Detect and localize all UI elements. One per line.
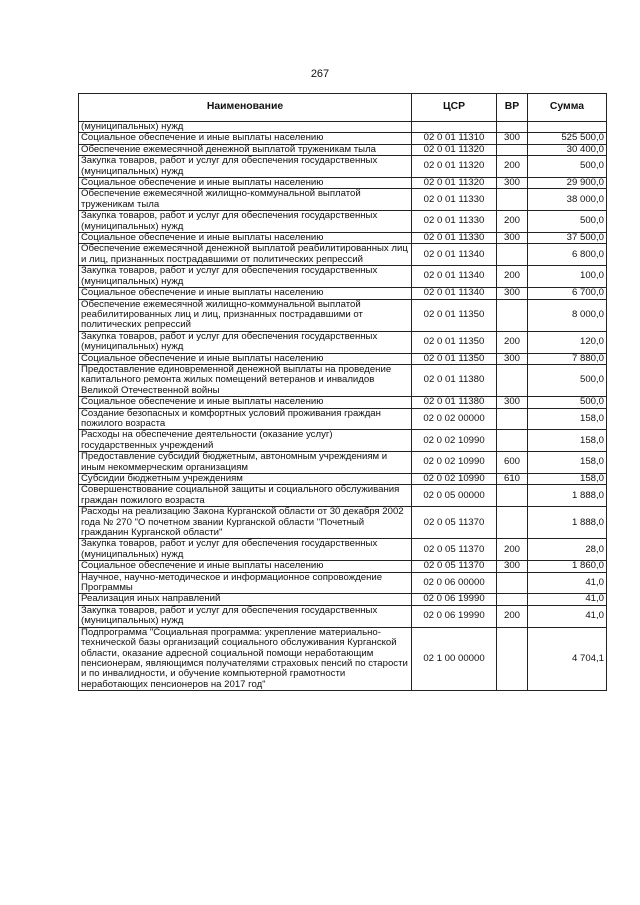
cell-vr [497,430,528,452]
cell-vr: 200 [497,211,528,233]
cell-vr: 600 [497,452,528,474]
cell-csr: 02 0 02 10990 [412,430,497,452]
table-row [79,408,607,430]
table-row [79,364,607,396]
cell-name: Закупка товаров, работ и услуг для обеспечения государственных (муниципальных) нужд [79,539,412,561]
cell-csr: 02 0 01 11350 [412,331,497,353]
cell-name: (муниципальных) нужд [79,122,412,133]
cell-csr: 02 0 02 00000 [412,408,497,430]
cell-sum: 41,0 [528,605,607,627]
cell-csr: 02 0 06 19990 [412,594,497,605]
table-row [79,244,607,266]
table-row [79,156,607,178]
page-number: 267 [310,68,330,80]
cell-name: Закупка товаров, работ и услуг для обеспечения государственных (муниципальных) нужд [79,331,412,353]
cell-name: Социальное обеспечение и иные выплаты населению [79,233,412,244]
cell-vr [497,244,528,266]
cell-name: Предоставление единовременной денежной выплаты на проведение капитального ремонта жилых помещений ветеранов и инвалидов Великой Отечественной войны [79,364,412,396]
cell-sum: 28,0 [528,539,607,561]
cell-name: Подпрограмма "Социальная программа: укрепление материально-технической базы организаций социального обслуживания Курганской области, оказание адресной социальной помощи неработающим пенсионерам, являющимся получателями страховых пенсий по старости и по инвалидности, и обучение компьютерной грамотности неработающих пенсионеров на 2017 год" [79,627,412,690]
cell-name: Создание безопасных и комфортных условий проживания граждан пожилого возраста [79,408,412,430]
cell-csr: 02 0 02 10990 [412,474,497,485]
cell-csr: 02 0 01 11320 [412,156,497,178]
cell-sum: 120,0 [528,331,607,353]
cell-sum: 1 888,0 [528,507,607,539]
cell-vr: 300 [497,288,528,299]
table-row [79,485,607,507]
table-row [79,430,607,452]
cell-sum: 37 500,0 [528,233,607,244]
cell-sum: 500,0 [528,397,607,408]
cell-name: Социальное обеспечение и иные выплаты населению [79,288,412,299]
table-row [79,211,607,233]
cell-vr [497,485,528,507]
cell-csr: 02 0 05 11370 [412,507,497,539]
cell-csr: 02 0 01 11330 [412,233,497,244]
table-header-row [79,94,607,122]
cell-sum: 158,0 [528,452,607,474]
cell-name: Социальное обеспечение и иные выплаты населению [79,178,412,189]
cell-sum: 8 000,0 [528,299,607,331]
table-row [79,474,607,485]
cell-vr: 300 [497,561,528,572]
table-row [79,122,607,133]
cell-sum: 1 860,0 [528,561,607,572]
cell-name: Реализация иных направлений [79,594,412,605]
cell-sum: 41,0 [528,572,607,594]
cell-vr [497,144,528,155]
cell-csr: 02 0 01 11340 [412,266,497,288]
cell-sum: 100,0 [528,266,607,288]
table-row [79,605,607,627]
cell-csr: 02 0 05 11370 [412,561,497,572]
table-body [79,122,607,691]
table-row [79,299,607,331]
cell-csr: 02 0 01 11330 [412,189,497,211]
cell-sum: 158,0 [528,430,607,452]
cell-vr: 200 [497,266,528,288]
cell-sum: 500,0 [528,211,607,233]
cell-csr: 02 1 00 00000 [412,627,497,690]
table-row [79,539,607,561]
cell-name: Закупка товаров, работ и услуг для обеспечения государственных (муниципальных) нужд [79,605,412,627]
table-row [79,189,607,211]
cell-name: Социальное обеспечение и иные выплаты населению [79,397,412,408]
table-row [79,144,607,155]
cell-name: Обеспечение ежемесячной денежной выплатой труженикам тыла [79,144,412,155]
cell-sum: 1 888,0 [528,485,607,507]
cell-csr: 02 0 01 11380 [412,397,497,408]
cell-vr: 200 [497,331,528,353]
header-csr: ЦСР [412,94,497,122]
cell-vr: 300 [497,178,528,189]
table-row [79,353,607,364]
cell-name: Научное, научно-методическое и информационное сопровождение Программы [79,572,412,594]
cell-vr: 300 [497,133,528,144]
cell-sum: 158,0 [528,474,607,485]
cell-sum: 38 000,0 [528,189,607,211]
cell-name: Социальное обеспечение и иные выплаты населению [79,353,412,364]
cell-csr: 02 0 05 00000 [412,485,497,507]
cell-csr: 02 0 01 11330 [412,211,497,233]
cell-sum: 158,0 [528,408,607,430]
cell-sum [528,122,607,133]
cell-vr: 200 [497,539,528,561]
cell-vr [497,408,528,430]
cell-vr [497,122,528,133]
table-row [79,397,607,408]
cell-csr: 02 0 01 11310 [412,133,497,144]
cell-csr: 02 0 01 11380 [412,364,497,396]
cell-vr: 300 [497,353,528,364]
cell-name: Обеспечение ежемесячной жилищно-коммунальной выплатой труженикам тыла [79,189,412,211]
budget-table [78,93,607,691]
cell-sum: 525 500,0 [528,133,607,144]
cell-sum: 500,0 [528,364,607,396]
cell-csr: 02 0 01 11350 [412,353,497,364]
cell-name: Расходы на обеспечение деятельности (оказание услуг) государственных учреждений [79,430,412,452]
cell-csr [412,122,497,133]
table-row [79,561,607,572]
cell-vr [497,507,528,539]
cell-sum: 30 400,0 [528,144,607,155]
cell-csr: 02 0 01 11350 [412,299,497,331]
table-row [79,452,607,474]
cell-sum: 41,0 [528,594,607,605]
cell-name: Обеспечение ежемесячной денежной выплатой реабилитированных лиц и лиц, признанных пострадавшими от политических репрессий [79,244,412,266]
header-sum: Сумма [528,94,607,122]
cell-name: Закупка товаров, работ и услуг для обеспечения государственных (муниципальных) нужд [79,211,412,233]
header-name: Наименование [79,94,412,122]
cell-vr [497,364,528,396]
cell-sum: 4 704,1 [528,627,607,690]
cell-vr [497,189,528,211]
table-row [79,288,607,299]
cell-vr: 200 [497,156,528,178]
cell-name: Закупка товаров, работ и услуг для обеспечения государственных (муниципальных) нужд [79,156,412,178]
cell-csr: 02 0 01 11320 [412,144,497,155]
cell-name: Закупка товаров, работ и услуг для обеспечения государственных (муниципальных) нужд [79,266,412,288]
cell-vr: 300 [497,233,528,244]
cell-csr: 02 0 01 11340 [412,244,497,266]
table-row [79,507,607,539]
table-row [79,594,607,605]
table-row [79,331,607,353]
cell-sum: 6 700,0 [528,288,607,299]
header-vr: ВР [497,94,528,122]
cell-name: Субсидии бюджетным учреждениям [79,474,412,485]
table-row [79,133,607,144]
cell-name: Совершенствование социальной защиты и социального обслуживания граждан пожилого возраста [79,485,412,507]
cell-csr: 02 0 01 11340 [412,288,497,299]
cell-vr [497,594,528,605]
cell-csr: 02 0 02 10990 [412,452,497,474]
cell-name: Социальное обеспечение и иные выплаты населению [79,133,412,144]
table-row [79,233,607,244]
cell-csr: 02 0 06 00000 [412,572,497,594]
cell-sum: 29 900,0 [528,178,607,189]
cell-name: Предоставление субсидий бюджетным, автономным учреждениям и иным некоммерческим организациям [79,452,412,474]
cell-vr: 610 [497,474,528,485]
cell-sum: 6 800,0 [528,244,607,266]
cell-vr [497,627,528,690]
table-row [79,572,607,594]
table-row [79,178,607,189]
cell-sum: 7 880,0 [528,353,607,364]
cell-name: Социальное обеспечение и иные выплаты населению [79,561,412,572]
cell-csr: 02 0 01 11320 [412,178,497,189]
cell-vr [497,572,528,594]
cell-sum: 500,0 [528,156,607,178]
cell-vr: 200 [497,605,528,627]
cell-vr [497,299,528,331]
table-row [79,266,607,288]
cell-vr: 300 [497,397,528,408]
cell-name: Расходы на реализацию Закона Курганской области от 30 декабря 2002 года № 270 "О почетном звании Курганской области "Почетный гражданин Курганской области" [79,507,412,539]
cell-csr: 02 0 06 19990 [412,605,497,627]
cell-name: Обеспечение ежемесячной жилищно-коммунальной выплатой реабилитированных лиц и лиц, признанных пострадавшими от политических репрессий [79,299,412,331]
cell-csr: 02 0 05 11370 [412,539,497,561]
table-row [79,627,607,690]
